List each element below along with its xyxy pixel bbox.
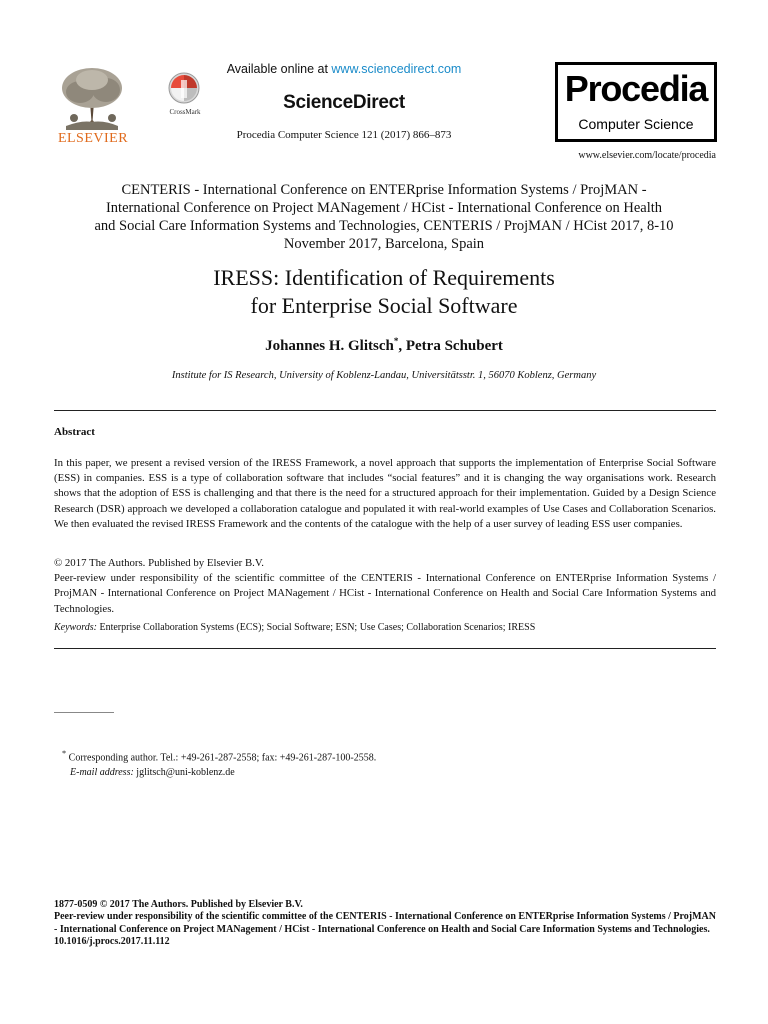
journal-url[interactable]: www.elsevier.com/locate/procedia bbox=[578, 150, 716, 161]
keywords-label: Keywords: bbox=[54, 622, 97, 633]
journal-reference: Procedia Computer Science 121 (2017) 866–873 bbox=[236, 129, 452, 141]
paper-title bbox=[60, 264, 708, 320]
conference-line: CENTERIS - International Conference on ENTERprise Information Systems / ProjMAN - bbox=[121, 182, 647, 198]
conference-line: November 2017, Barcelona, Spain bbox=[283, 236, 485, 252]
sciencedirect-title: ScienceDirect bbox=[283, 92, 405, 113]
procedia-logo-title: Procedia bbox=[564, 68, 708, 109]
footnote-mark: * bbox=[62, 749, 67, 758]
available-online bbox=[214, 62, 474, 76]
elsevier-wordmark: ELSEVIER bbox=[57, 131, 129, 146]
divider-bottom bbox=[54, 648, 716, 649]
email-note bbox=[62, 765, 702, 780]
corresponding-text: Corresponding author. Tel.: +49-261-287-2558; fax: +49-261-287-100-2558. bbox=[66, 752, 377, 764]
title-line-1: IRESS: Identification of Requirements bbox=[213, 265, 555, 290]
affiliation: Institute for IS Research, University of Koblenz-Landau, Universitätsstr. 1, 56070 Koblenz, Germany bbox=[171, 370, 597, 381]
bottom-peer-review: Peer-review under responsibility of the scientific committee of the CENTERIS - International Conference on ENTERprise Information Systems / ProjMAN - International Conference on Project MANagement / HCist - International Conference on Health and Social Care Information Systems and Technologies. bbox=[54, 911, 716, 935]
corresponding-author-note bbox=[62, 746, 702, 765]
crossmark-label: CrossMark bbox=[169, 108, 201, 116]
email-label: E-mail address: bbox=[70, 767, 134, 779]
author-1: Johannes H. Glitsch bbox=[265, 338, 394, 354]
abstract-body: In this paper, we present a revised version of the IRESS Framework, a novel approach that supports the implementation of Enterprise Social Software (ESS) in companies. ESS is a type of collaboration software that includes “social features” and it is changing the way organisations work. Research shows that the adoption of ESS is challenging and that there is the need for a structured approach for their implementation. Guided by a Design Science Research (DSR) approach we developed a collaboration catalogue and populated it with real-world examples of Use Cases and Collaboration Scenarios. We then evaluated the revised IRESS Framework and the contents of the catalogue with the help of a user survey of leading ESS user companies. bbox=[54, 457, 716, 530]
doi[interactable]: 10.1016/j.procs.2017.11.112 bbox=[54, 936, 170, 948]
conference-statement bbox=[40, 181, 728, 253]
keywords bbox=[54, 622, 716, 633]
conference-line: and Social Care Information Systems and Technologies, CENTERIS / ProjMAN / HCist 2017, 8-10 bbox=[94, 218, 674, 234]
footnote bbox=[62, 746, 702, 780]
copyright-line: © 2017 The Authors. Published by Elsevier B.V. bbox=[54, 557, 264, 569]
procedia-logo-subtitle: Computer Science bbox=[578, 116, 694, 132]
abstract-heading: Abstract bbox=[54, 426, 95, 438]
peer-review-statement: Peer-review under responsibility of the scientific committee of the CENTERIS - International Conference on ENTERprise Information Systems / ProjMAN - International Conference on Project MANagement / HCist - International Conference on Health and Social Care Information Systems and Technologies. bbox=[54, 572, 716, 615]
available-prefix: Available online at bbox=[226, 62, 332, 76]
sciencedirect-link[interactable]: www.sciencedirect.com bbox=[331, 62, 462, 76]
corresponding-mark: * bbox=[393, 336, 399, 346]
keywords-list: Enterprise Collaboration Systems (ECS); Social Software; ESN; Use Cases; Collaboration Scenarios; IRESS bbox=[99, 622, 536, 633]
author-list bbox=[60, 336, 708, 355]
bottom-matter bbox=[54, 899, 716, 949]
issn-line: 1877-0509 © 2017 The Authors. Published by Elsevier B.V. bbox=[54, 899, 303, 910]
footnote-rule bbox=[54, 712, 114, 713]
email-address[interactable]: jglitsch@uni-koblenz.de bbox=[133, 767, 235, 779]
conference-line: International Conference on Project MANagement / HCist - International Conference on Health bbox=[105, 200, 663, 216]
divider-top bbox=[54, 410, 716, 411]
title-line-2: for Enterprise Social Software bbox=[250, 293, 518, 318]
author-rest: , Petra Schubert bbox=[398, 338, 503, 354]
abstract-copyright bbox=[54, 556, 716, 617]
